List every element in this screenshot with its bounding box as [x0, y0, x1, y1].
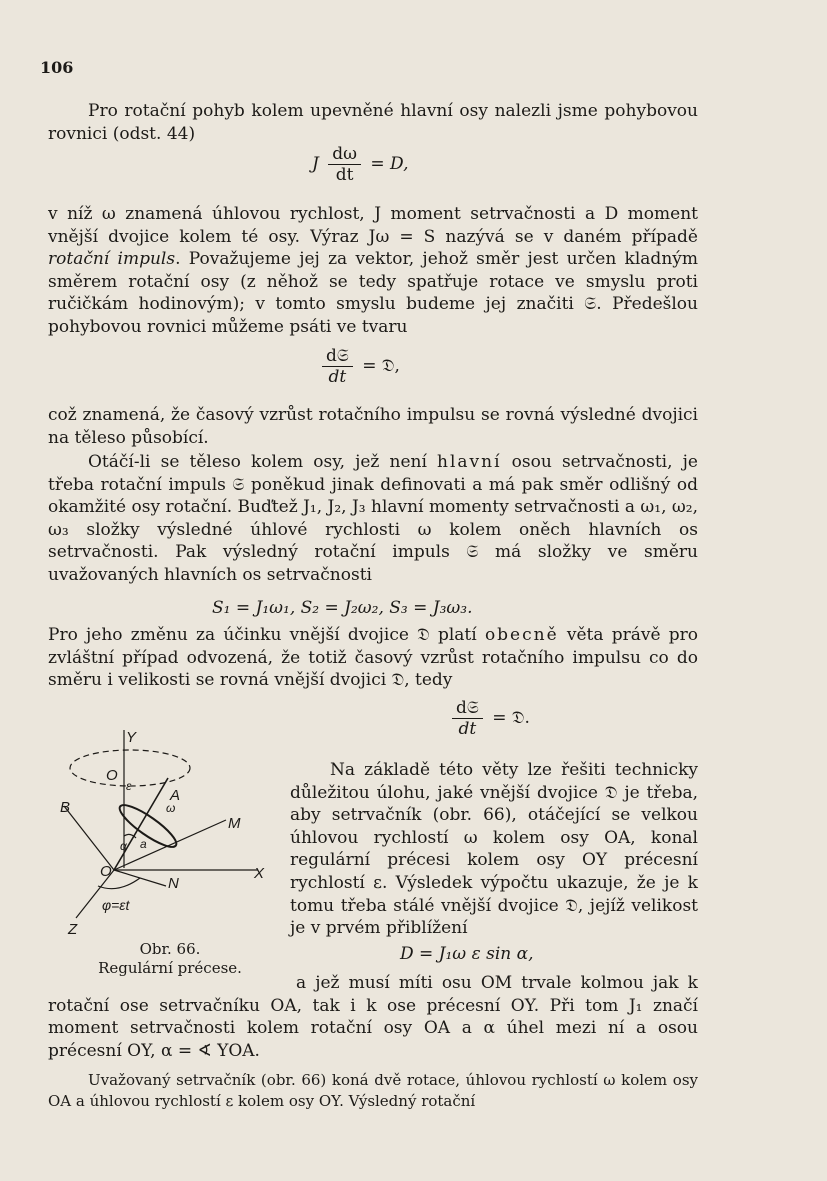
label-x: X: [254, 865, 265, 882]
eq4-rhs: = 𝔇.: [492, 708, 530, 728]
label-z: Z: [68, 921, 78, 938]
paragraph-3: což znamená, že časový vzrůst rotačního impulsu se rovná výsledné dvojici na těleso působící.: [48, 405, 698, 448]
label-o-top: O: [106, 767, 118, 784]
p2-text-a: v níž ω znamená úhlovou rychlost, J moment setrvačnosti a D moment vnější dvojice kolem té osy. Výraz Jω = S nazývá se v daném případě: [48, 204, 698, 247]
eq1-den: dt: [335, 165, 354, 185]
label-a-small: a: [140, 837, 147, 851]
equation-5: D = J₁ω ε sin α,: [400, 944, 534, 964]
caption-title: Regulární précese.: [98, 959, 242, 977]
paragraph-6: Na základě této věty lze řešiti technicky důležitou úlohu, jaké vnější dvojice 𝔇 je třeba, aby setrvačník (obr. 66), otáčející se velkou úhlovou rychlostí ω kolem osy OA, konal regulární précesi kolem osy OY précesní rychlostí ε. Výsledek výpočtu ukazuje, že je k tomu třeba stálé vnější dvojice 𝔇, jejíž velikost je v prvém přiblížení: [290, 760, 698, 939]
equation-2: [318, 346, 400, 387]
p5-spaced-term: obecně: [484, 625, 559, 645]
label-o: O: [100, 863, 112, 880]
equation-3: S₁ = J₁ω₁, S₂ = J₂ω₂, S₃ = J₃ω₃.: [212, 598, 473, 618]
figure-regular-precession: [58, 728, 280, 946]
paragraph-1: Pro rotační pohyb kolem upevněné hlavní osy nalezli jsme pohybovou rovnici (odst. 44): [48, 101, 698, 144]
label-alpha: α: [120, 839, 127, 853]
paragraph-5: [48, 624, 698, 692]
eq2-den: dt: [328, 367, 347, 387]
p2-text-c: . Považujeme jej za vektor, jehož směr jest určen kladným směrem rotační osy (z něhož se tedy spatřuje rotace ve smyslu proti ručičkám hodinovým); v tomto smyslu budeme jej značiti 𝔖. Předešlou pohybovou rovnici můžeme psáti ve tvaru: [48, 249, 698, 337]
page-number: 106: [40, 58, 74, 77]
label-m: M: [228, 815, 241, 832]
p2-italic-term: rotační impuls: [48, 249, 176, 270]
eq1-rhs: = D,: [370, 154, 409, 174]
label-omega: ω: [166, 801, 176, 815]
p4-text-c: osou setrvačnosti, je třeba rotační impuls 𝔖 poněkud jinak definovati a má pak směr odlišný od okamžité osy rotační. Buďtež J₁, J₂, J₃ hlavní momenty setrvačnosti a ω₁, ω₂, ω₃ složky výsledné úhlové rychlosti ω kolem oněch hlavních os setrvačnosti. Pak výsledný rotační impuls 𝔖 má složky ve směru uvažovaných hlavních os setrvačnosti: [48, 452, 698, 585]
paragraph-7: a jež musí míti osu OM trvale kolmou jak k rotační ose setrvačníku OA, tak i k ose précesní OY. Při tom J₁ značí moment setrvačnosti kolem rotační osy OA a α úhel mezi ní a osou précesní OY, α = ∢ YOA.: [48, 973, 698, 1061]
p5-text-c: věta právě pro zvláštní případ odvozená, že totiž časový vzrůst rotačního impulsu co do směru i velikosti se rovná vnější dvojici 𝔇, tedy: [48, 625, 699, 691]
equation-1: [312, 144, 408, 185]
label-n: N: [168, 875, 179, 892]
axis-om-line: [114, 820, 226, 870]
p4-text-a: Otáčí-li se těleso kolem osy, jež není: [88, 452, 438, 472]
label-b: B: [60, 799, 71, 816]
paragraph-8: Uvažovaný setrvačník (obr. 66) koná dvě rotace, úhlovou rychlostí ω kolem osy OA a úhlovou rychlostí ε kolem osy OY. Výsledný rotační: [48, 1071, 698, 1110]
eq1-lhs: J: [312, 154, 319, 174]
p5-text-a: Pro jeho změnu za účinku vnější dvojice 𝔇 platí: [48, 625, 485, 645]
eq4-den: dt: [458, 719, 477, 739]
paragraph-2: [48, 203, 698, 339]
eq4-num: d𝔖: [452, 698, 483, 719]
paragraph-4: [48, 451, 698, 587]
p4-spaced-term: hlavní: [437, 452, 502, 472]
caption-number: Obr. 66.: [139, 940, 201, 958]
axis-b-line: [64, 806, 114, 870]
equation-4: [448, 698, 530, 739]
eq1-num: dω: [328, 144, 361, 165]
label-epsilon: ε: [126, 779, 132, 793]
eq2-rhs: = 𝔇,: [362, 356, 400, 376]
eq2-num: d𝔖: [322, 346, 353, 367]
label-a: A: [170, 787, 181, 804]
label-phi: φ=εt: [102, 897, 130, 913]
label-y: Y: [126, 729, 137, 746]
